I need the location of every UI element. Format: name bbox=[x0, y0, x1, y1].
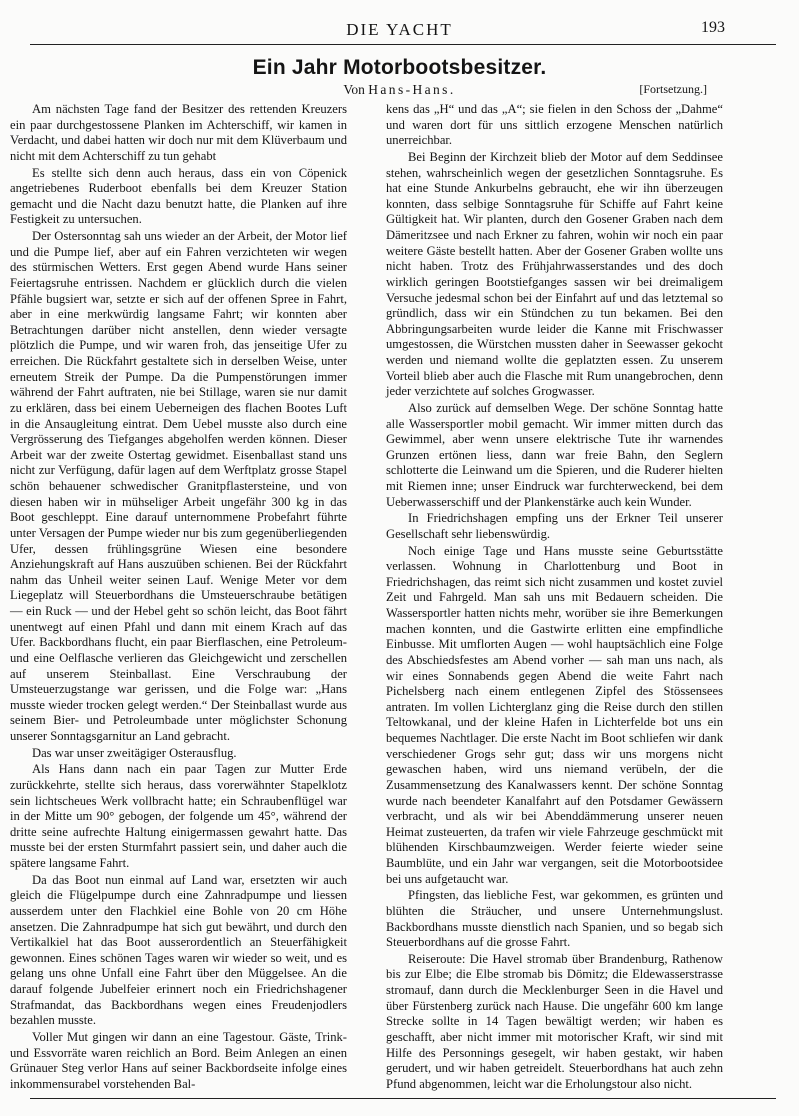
footer-rule bbox=[30, 1098, 776, 1099]
paragraph: In Friedrichshagen empfing uns der Erkner Teil unserer Gesellschaft sehr liebenswürdig. bbox=[386, 511, 723, 541]
byline-prefix: Von bbox=[343, 82, 365, 97]
paragraph: Pfingsten, das liebliche Fest, war gekommen, es grünten und blühten die Sträucher, und unsere Unternehmungslust. Backbordhans musste dienstlich nach Spanien, und so begab sich Steuerbordhans auf die grosse Fahrt. bbox=[386, 888, 723, 950]
left-column bbox=[10, 102, 347, 1092]
paragraph: Es stellte sich denn auch heraus, dass ein von Cöpenick angetriebenes Ruderboot ebenfalls bei dem Kreuzer Station gemacht und die Nacht dazu benutzt hatte, die Planken auf ihre Festigkeit zu untersuchen. bbox=[10, 165, 347, 227]
paragraph: Als Hans dann nach ein paar Tagen zur Mutter Erde zurückkehrte, stellte sich heraus, dass vorerwähnter Stapelklotz sein lichtscheues Werk vollbracht hatte; ein Schraubenflügel war in der Mitte um 90° gebogen, der folgende um 45°, während der dritte seine aufrechte Haltung einigermassen gewahrt hatte. Das musste bei der ersten Sturmfahrt passiert sein, und daher auch die spätere langsame Fahrt. bbox=[10, 762, 347, 870]
page-number: 193 bbox=[701, 19, 725, 36]
byline-author: Hans-Hans. bbox=[368, 82, 456, 97]
paragraph: Das war unser zweitägiger Osterausflug. bbox=[32, 745, 237, 760]
paragraph: Am nächsten Tage fand der Besitzer des rettenden Kreuzers ein paar durchgestossene Planken im Achterschiff, wir kamen in Verdacht, und dabei hatten wir doch nur mit dem Klüverbaum und nicht mit dem Achterschiff zu tun gehabt bbox=[10, 102, 347, 163]
paragraph: Noch einige Tage und Hans musste seine Geburtsstätte verlassen. Wohnung in Charlottenburg und Boot in Friedrichshagen, das reimt sich nicht zusammen und kostet zuviel Zeit und Fahrgeld. Man sah uns mit Bedauern scheiden. Die Wassersportler hatten nichts mehr, worüber sie ihre Bemerkungen machen konnten, und die Gastwirte erlitten eine empfindliche Einbusse. Mit umflorten Augen — wohl hauptsächlich eine Folge des Abschiedsfestes am Abend vorher — sah man uns nach, als wir eines Sonnabends gegen Abend die weite Fahrt nach Pichelsberg nach einem entlegenen Zipfel des Stössensees antraten. Im vollen Lichterglanz ging die Reise durch den stillen Teltowkanal, und der kleine Hafen in Lichterfelde bot uns ein bequemes Nachtlager. Die erste Nacht im Boot schliefen wir dank verschiedener Grogs sehr gut; dass wir uns morgens nicht gewaschen haben, wird uns niemand verübeln, der die Zusammensetzung des Kanalwassers kennt. Der schöne Sonntag wurde nach beendeter Kanalfahrt auf den Potsdamer Gewässern verbracht, und als wir bei Abenddämmerung unserer neuen Heimat zusteuerten, da trafen wir viele Fahrzeuge geschmückt mit blühenden Kirschbaumzweigen. Werder feierte wieder seine Baumblüte, und ein Jahr war vergangen, seit die Motorbootsidee bei uns aufgetaucht war. bbox=[386, 543, 723, 886]
page-header bbox=[0, 18, 799, 40]
running-title: DIE YACHT bbox=[346, 20, 453, 39]
continued-note: [Fortsetzung.] bbox=[639, 82, 707, 96]
paragraph: Da das Boot nun einmal auf Land war, ersetzten wir auch gleich die Flügelpumpe durch eine Zahnradpumpe und liessen ausserdem unter den Flachkiel eine Bohle von 20 cm Höhe ansetzen. Die Zahnradpumpe hat sich gut bewährt, und durch den Vertikalkiel hat das Boot ausserordentlich an Steuerfähigkeit gewonnen. Eines schönen Tages waren wir wieder so weit, und es gelang uns ohne Unfall eine Fahrt über den Müggelsee. An die darauf folgende Jubelfeier erinnert noch ein Friedrichshagener Strafmandat, das Backbordhans wegen eines Freudenjodlers bezahlen musste. bbox=[10, 872, 347, 1028]
paragraph: Reiseroute: Die Havel stromab über Brandenburg, Rathenow bis zur Elbe; die Elbe stromab bis Dömitz; die Eldewasserstrasse stromauf, dann durch die Mecklenburger Seen in die Havel und über Fürstenberg zurück nach Hause. Die ungefähr 600 km lange Strecke sollte in 14 Tagen bewältigt werden; wir haben es geschafft, aber nicht immer mit motorischer Kraft, wir sind mit Hilfe des Personnings gesegelt, wir haben gestakt, wir haben gerudert, und wir haben getreidelt. Steuerbordhans hat auch zehn Pfund abgenommen, leicht war die Erholungstour also nicht. bbox=[386, 951, 723, 1091]
paragraph: Also zurück auf demselben Wege. Der schöne Sonntag hatte alle Wassersportler mobil gemacht. Wir immer mitten durch das Gewimmel, aber wenn unsere elektrische Tute ihr warnendes Grunzen ertönen liess, dann war freie Bahn, den Seglern schlotterte die Leinwand um die Spieren, und die Ruderer hielten mit Riemen inne; unser Eindruck war furchterweckend, bei dem Ueberwasserschiff und der Plankenstärke auch kein Wunder. bbox=[386, 400, 723, 509]
paragraph-continued: kens das „H“ und das „A“; sie fielen in den Schoss der „Dahme“ und waren dort für uns sittlich erzogene Menschen natürlich unerreichbar. bbox=[386, 102, 723, 148]
right-column bbox=[386, 102, 723, 1092]
header-rule bbox=[30, 44, 776, 45]
paragraph: Der Ostersonntag sah uns wieder an der Arbeit, der Motor lief und die Pumpe lief, aber auf ein Fahren verzichteten wir wegen des stürmischen Wetters. Erst gegen Abend wurde Hans seiner Feiertagsruhe entrissen. Nachdem er glücklich durch die vielen Pfähle bugsiert war, setzte er sich auf der offenen Spree in Fahrt, aber in eine merkwürdig langsame Fahrt; wir konnten aber Betrachtungen darüber nicht anstellen, denn wieder versagte plötzlich die Pumpe, und wir waren froh, das jenseitige Ufer zu erreichen. Die Rückfahrt gestaltete sich in derselben Weise, unter erneutem Streik der Pumpe. Da die Pumpenstörungen immer während der Fahrt auftraten, nie bei Stillage, waren sie nur damit zu erklären, dass bei einem Ueberneigen des flachen Bootes Luft in die Ansaugleitung eintrat. Dem Uebel musste also durch eine Vergrösserung des Tiefganges abgeholfen werden können. Dieser Arbeit war der zweite Ostertag gewidmet. Eisenballast stand uns nicht zur Verfügung, dafür lagen auf dem Werftplatz grosse Stapel schön behauener schwedischer Granitpflastersteine, und von diesen haben wir in mühseliger Arbeit ungefähr 300 kg in das Boot geschleppt. Eine darauf unternommene Probefahrt führte unter Versagen der Pumpe wieder nur bis zum gegenüberliegenden Ufer, dessen frühlingsgrüne Wiesen eine besondere Anziehungskraft auf Hans auszuüben schienen. Bei der Rückfahrt nahm das Unheil weiter seinen Lauf. Wenige Meter vor dem Liegeplatz will Steuerbordhans die Umsteuerschraube betätigen — ein Ruck — und der Hebel geht so schön leicht, das Boot fährt unentwegt auf einen Pfahl und dann mit einem Krach auf das Ufer. Backbordhans flucht, ein paar Bierflaschen, eine Petroleum- und eine Oelflasche verlieren das Gleichgewicht und zerschellen auf unserem Steinballast. Eine Verschraubung der Umsteuerzugstange war gerissen, und die Folge war: „Hans musste wieder trocken gelegt werden.“ Der Steinballast wurde aus seinem Bier- und Petroleumbade unter möglichster Schonung unserer Sonntagsgarnitur an Land gebracht. bbox=[10, 229, 347, 743]
paragraph: Bei Beginn der Kirchzeit blieb der Motor auf dem Seddinsee stehen, wahrscheinlich wegen der gesetzlichen Sonntagsruhe. Es hat eine Stunde Ankurbelns gebraucht, ehe wir ihn überzeugen konnten, dass selbige Sonntagsruhe für Schiffe auf Fahrt keine Gültigkeit hat. Wir planten, durch den Gosener Graben nach dem Dämeritzsee und nach Erkner zu fahren, wohin wir noch ein paar weitere Gäste bestellt hatten. Aber der Gosener Graben wollte uns nicht haben. Trotz des Frühjahrwasserstandes und des doch wirklich geringen Bootstiefganges sassen wir bei dreimaligem Versuche jedesmal schon bei der Einfahrt auf und das letztemal so gründlich, dass wir ein Stündchen zu tun bekamen. Bei den Abbringungsarbeiten wurde leider die Kanne mit Frischwasser umgestossen, die Würstchen mussten daher in Seewasser gekocht werden und niemand wollte die geplatzten essen. Zu unserem Vorteil blieb aber auch die Flasche mit Rum unangebrochen, denn jeder verzichtete auf solches Grogwasser. bbox=[386, 149, 723, 399]
article-title: Ein Jahr Motorbootsbesitzer. bbox=[252, 56, 547, 79]
paragraph: Voller Mut gingen wir dann an eine Tagestour. Gäste, Trink- und Essvorräte waren reichlich an Bord. Beim Anlegen an einen Grünauer Steg verlor Hans auf seiner Backbordseite infolge eines inkommensurabel vorstehenden Bal- bbox=[10, 1029, 347, 1091]
